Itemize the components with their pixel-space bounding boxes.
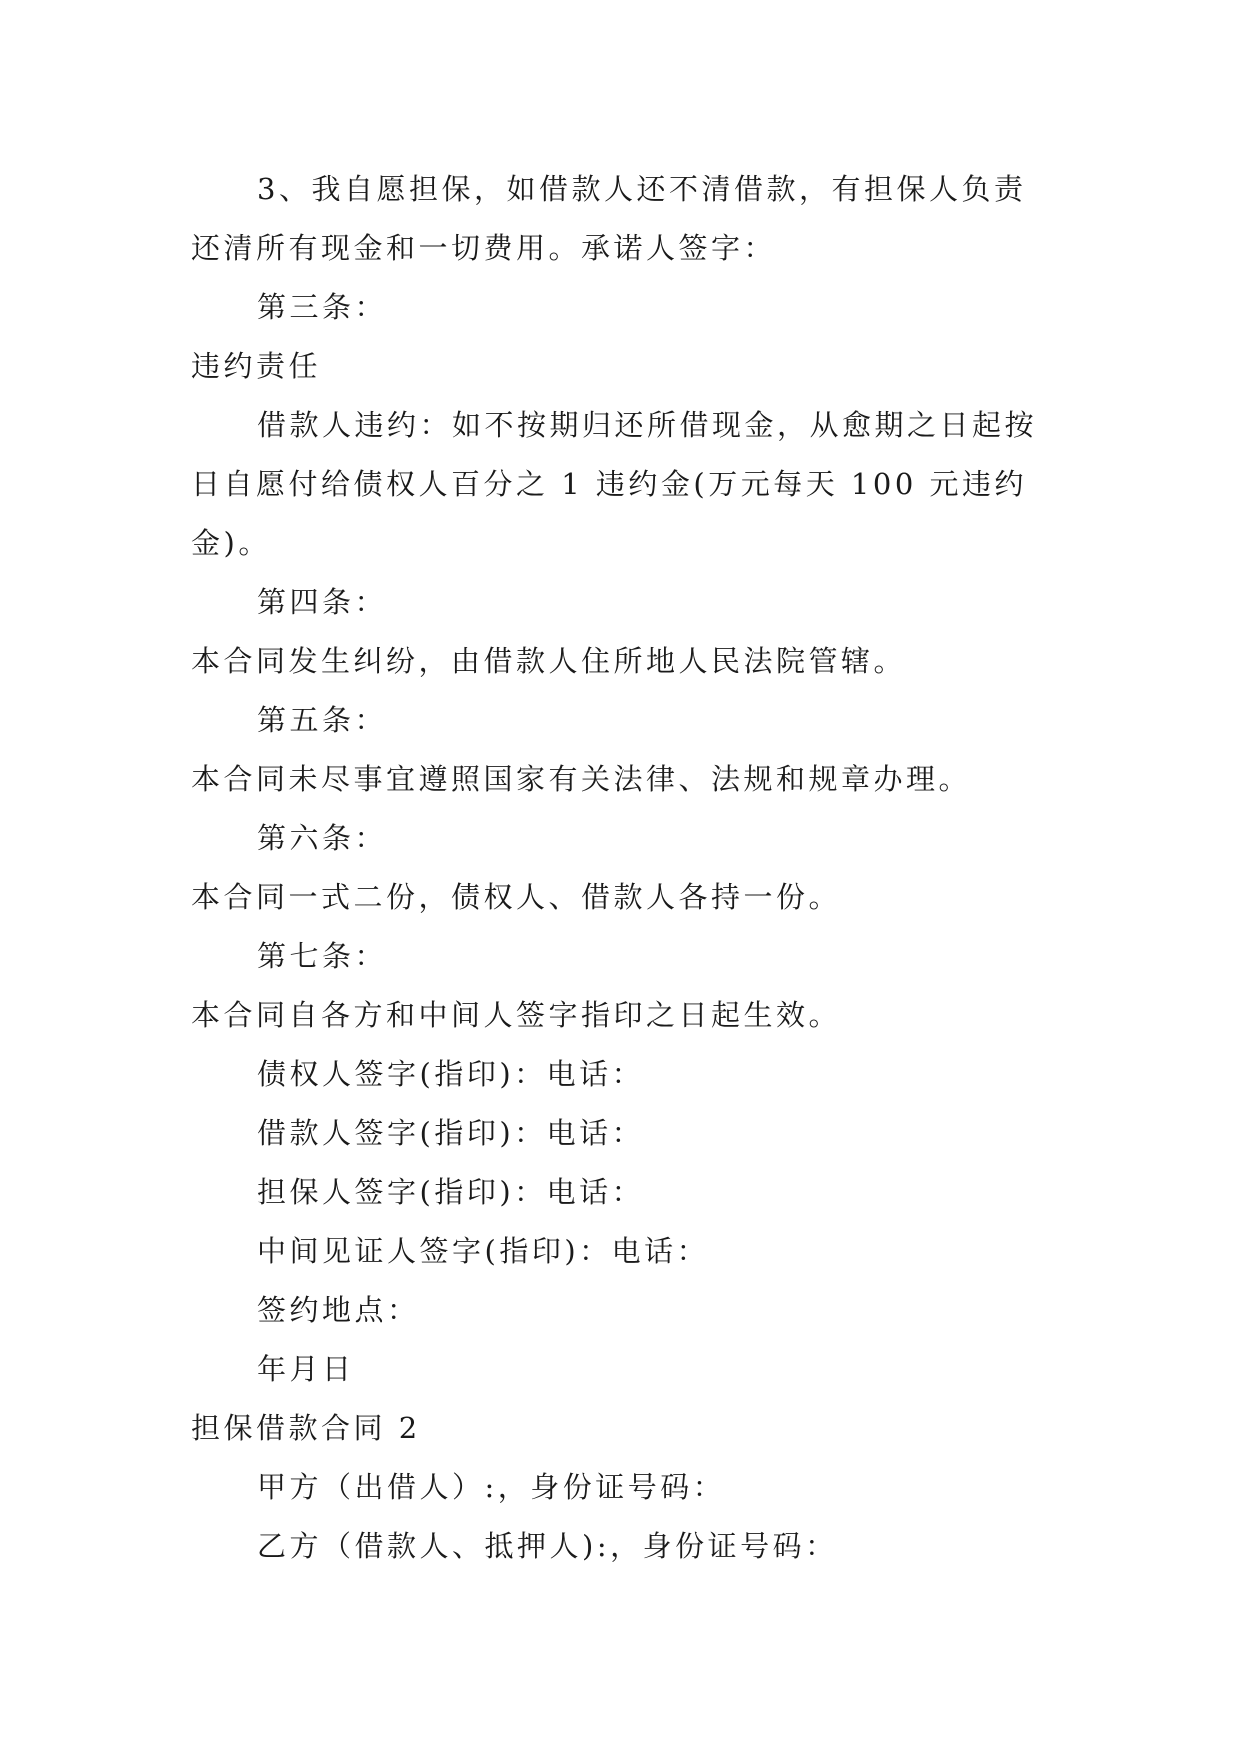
signing-date: 年月日 bbox=[257, 1352, 355, 1386]
signature-line: 债权人签字(指印)：电话： bbox=[257, 1057, 645, 1091]
article-heading: 第六条： bbox=[257, 821, 388, 855]
section-title: 违约责任 bbox=[191, 349, 322, 383]
party-line: 乙方（借款人、抵押人):，身份证号码： bbox=[257, 1529, 838, 1563]
text-line: 日自愿付给债权人百分之 1 违约金(万元每天 100 元违约 bbox=[191, 467, 1027, 501]
text-line: 本合同未尽事宜遵照国家有关法律、法规和规章办理。 bbox=[191, 762, 972, 796]
signature-line: 借款人签字(指印)：电话： bbox=[257, 1116, 645, 1150]
article-heading: 第七条： bbox=[257, 939, 388, 973]
article-heading: 第三条： bbox=[257, 290, 388, 324]
signature-line: 中间见证人签字(指印)：电话： bbox=[257, 1234, 710, 1268]
text-line: 还清所有现金和一切费用。承诺人签字： bbox=[191, 231, 777, 265]
document-body bbox=[191, 160, 1056, 1576]
text-line: 金)。 bbox=[191, 526, 271, 560]
text-line: 本合同自各方和中间人签字指印之日起生效。 bbox=[191, 998, 842, 1032]
party-line: 甲方（出借人）:，身份证号码： bbox=[257, 1470, 726, 1504]
article-heading: 第五条： bbox=[257, 703, 388, 737]
text-line: 本合同一式二份，债权人、借款人各持一份。 bbox=[191, 880, 842, 914]
text-line: 本合同发生纠纷，由借款人住所地人民法院管辖。 bbox=[191, 644, 907, 678]
article-heading: 第四条： bbox=[257, 585, 388, 619]
text-line: 3、我自愿担保，如借款人还不清借款，有担保人负责 bbox=[257, 172, 1027, 206]
signing-location: 签约地点： bbox=[257, 1293, 420, 1327]
contract-title: 担保借款合同 2 bbox=[191, 1411, 421, 1445]
signature-line: 担保人签字(指印)：电话： bbox=[257, 1175, 645, 1209]
text-line: 借款人违约：如不按期归还所借现金，从愈期之日起按 bbox=[257, 408, 1038, 442]
